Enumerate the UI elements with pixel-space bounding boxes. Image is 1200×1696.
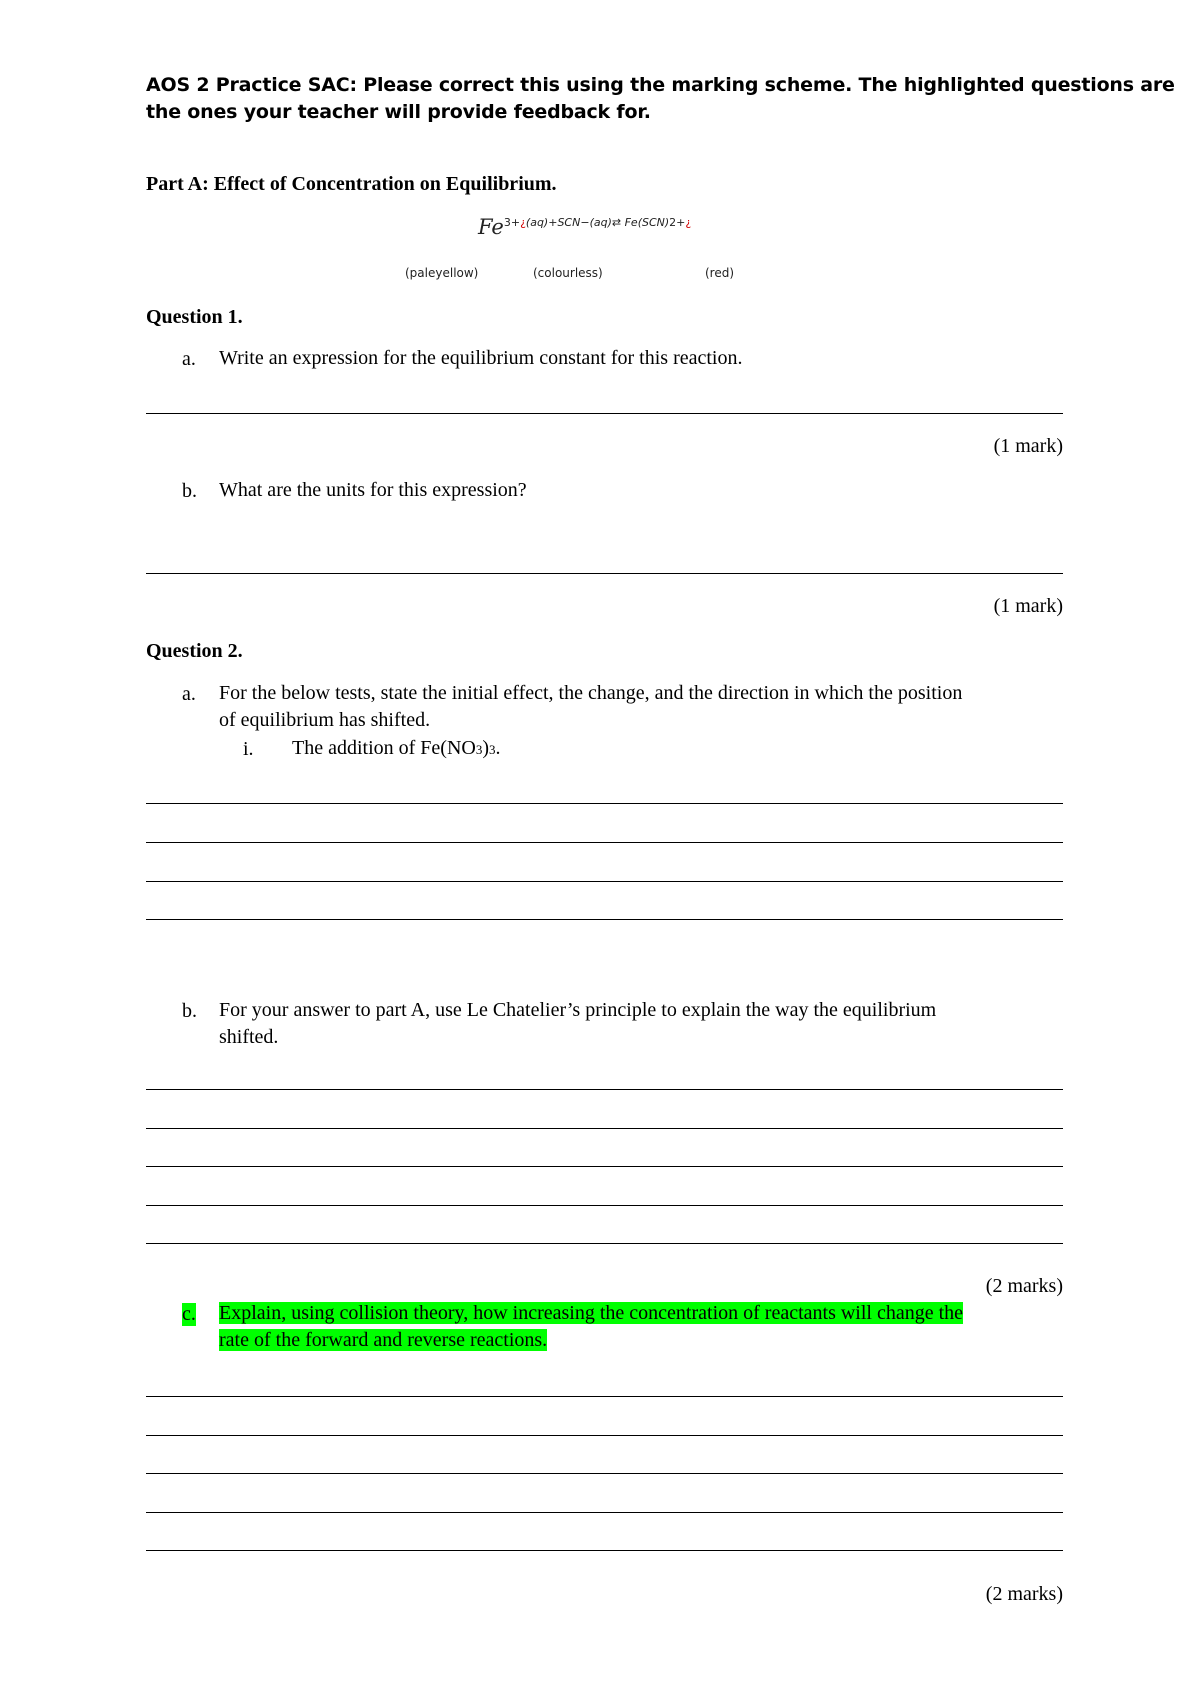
q2c-answer-line-3[interactable] (146, 1473, 1063, 1474)
q1a-text: Write an expression for the equilibrium constant for this reaction. (219, 347, 743, 369)
equation-product: Fe(SCN) (624, 216, 670, 229)
equation-fe: Fe (478, 215, 504, 239)
q1b-marker: b. (182, 480, 197, 502)
label-scn-color: (colourless) (533, 266, 603, 280)
q2ai-text-end: . (495, 737, 501, 759)
equation-garble-1: ¿ (520, 216, 526, 229)
q2a-text-line-2: of equilibrium has shifted. (219, 709, 431, 731)
q2c-answer-line-1[interactable] (146, 1396, 1063, 1397)
q2c-marks: (2 marks) (985, 1583, 1063, 1605)
q2b-marks: (2 marks) (985, 1275, 1063, 1297)
q2ai-text-mid: ) (482, 737, 490, 759)
q2ai-text-prefix: The addition of Fe(NO (292, 737, 476, 759)
equation-product-charge: 2+ (669, 216, 686, 229)
label-product-color: (red) (705, 266, 735, 280)
q1b-answer-line[interactable] (146, 573, 1063, 574)
q2c-answer-line-4[interactable] (146, 1512, 1063, 1513)
q2b-marker: b. (182, 1000, 197, 1022)
label-fe-color: (paleyellow) (405, 266, 479, 280)
q2a-answer-line-4[interactable] (146, 919, 1063, 920)
q2ai-text (292, 735, 501, 763)
equation-fe-charge: 3+ (503, 216, 521, 229)
equation-fe-state: (aq)+SCN (525, 216, 581, 229)
equation-garble-2: ¿ (685, 216, 692, 229)
q1a-marker: a. (182, 348, 196, 370)
q2a-marker: a. (182, 683, 196, 705)
q2a-answer-line-2[interactable] (146, 842, 1063, 843)
q2c-text-line-2 (219, 1327, 547, 1354)
q2ai-subscript-2: 3 (489, 742, 496, 757)
q2b-answer-line-3[interactable] (146, 1166, 1063, 1167)
q2b-text-line-1: For your answer to part A, use Le Chatelier’s principle to explain the way the equilibrium (219, 999, 937, 1021)
q1b-text: What are the units for this expression? (219, 479, 527, 501)
q1a-answer-line[interactable] (146, 413, 1063, 414)
q2b-answer-line-2[interactable] (146, 1128, 1063, 1129)
q2b-text-line-2: shifted. (219, 1026, 279, 1048)
equilibrium-equation (478, 215, 691, 239)
q1a-marks: (1 mark) (993, 435, 1063, 457)
q1b-marks: (1 mark) (993, 595, 1063, 617)
part-a-title: Part A: Effect of Concentration on Equilibrium. (146, 173, 557, 195)
header-line-1: AOS 2 Practice SAC: Please correct this using the marking scheme. The highlighted questions are (146, 74, 1175, 96)
q2b-answer-line-1[interactable] (146, 1089, 1063, 1090)
equation-scn-state: (aq)⇄ (589, 216, 622, 229)
header-line-2: the ones your teacher will provide feedback for. (146, 101, 651, 123)
q2c-answer-line-5[interactable] (146, 1550, 1063, 1551)
q2ai-marker: i. (243, 738, 254, 760)
question-1-title: Question 1. (146, 306, 243, 328)
q2a-answer-line-3[interactable] (146, 881, 1063, 882)
q2c-text-line-1 (219, 1300, 963, 1327)
q2b-answer-line-4[interactable] (146, 1205, 1063, 1206)
q2c-marker: c. (182, 1303, 196, 1325)
equation-scn-charge: − (580, 216, 590, 229)
q2c-highlight-2: rate of the forward and reverse reactions. (219, 1329, 548, 1351)
question-2-title: Question 2. (146, 640, 243, 662)
q2b-answer-line-5[interactable] (146, 1243, 1063, 1244)
q2a-answer-line-1[interactable] (146, 803, 1063, 804)
q2c-highlight-1: Explain, using collision theory, how increasing the concentration of reactants will change the (219, 1302, 964, 1324)
q2c-answer-line-2[interactable] (146, 1435, 1063, 1436)
q2a-text-line-1: For the below tests, state the initial effect, the change, and the direction in which the position (219, 682, 963, 704)
q2ai-subscript-1: 3 (475, 742, 483, 757)
